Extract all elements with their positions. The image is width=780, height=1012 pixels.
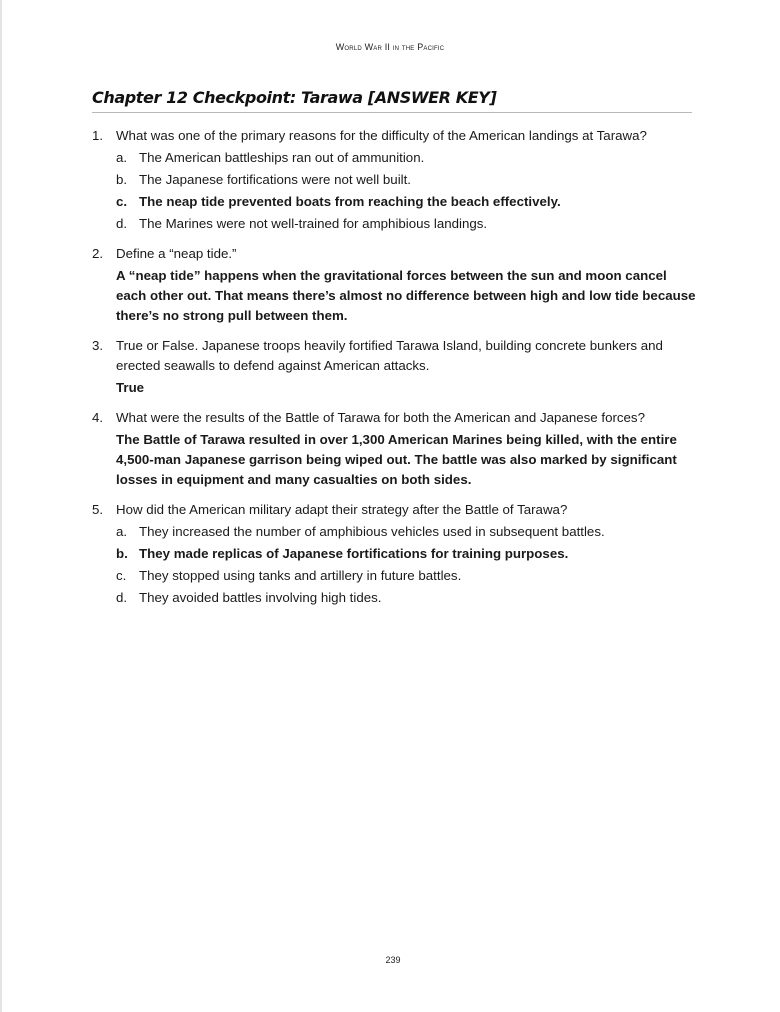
choice-c [116, 566, 696, 586]
question-number: 5. [92, 502, 104, 517]
question-text: What were the results of the Battle of Tarawa for both the American and Japanese forces? [116, 410, 645, 425]
choice-text: They avoided battles involving high tides. [139, 590, 382, 605]
running-header: World War II in the Pacific [335, 42, 445, 52]
question-text: What was one of the primary reasons for the difficulty of the American landings at Tarawa? [116, 128, 647, 143]
choice-text: They stopped using tanks and artillery in future battles. [139, 568, 462, 583]
question-number: 2. [92, 246, 104, 261]
choice-letter: a. [116, 524, 128, 539]
choice-text: They made replicas of Japanese fortifications for training purposes. [139, 546, 569, 561]
choice-c-correct [116, 192, 696, 212]
question-5 [92, 500, 696, 608]
choice-letter: d. [116, 590, 128, 605]
choice-text: They increased the number of amphibious vehicles used in subsequent battles. [139, 524, 605, 539]
choice-letter: b. [116, 546, 128, 561]
choice-list [116, 148, 696, 234]
choice-d [116, 214, 696, 234]
question-text: How did the American military adapt their strategy after the Battle of Tarawa? [116, 502, 568, 517]
choice-a [116, 148, 696, 168]
question-number: 4. [92, 410, 104, 425]
page-title: Chapter 12 Checkpoint: Tarawa [ANSWER KEY] [92, 88, 692, 113]
question-3 [92, 336, 696, 398]
question-2 [92, 244, 696, 326]
choice-letter: d. [116, 216, 128, 231]
question-1 [92, 126, 696, 234]
answer-text: True [116, 380, 145, 395]
question-list [92, 126, 696, 618]
choice-text: The neap tide prevented boats from reaching the beach effectively. [139, 194, 561, 209]
question-number: 1. [92, 128, 104, 143]
choice-letter: c. [116, 568, 127, 583]
question-4 [92, 408, 696, 490]
choice-d [116, 588, 696, 608]
choice-letter: b. [116, 172, 128, 187]
choice-b-correct [116, 544, 696, 564]
choice-text: The Marines were not well-trained for amphibious landings. [139, 216, 488, 231]
choice-letter: c. [116, 194, 128, 209]
page-edge [0, 0, 2, 1012]
choice-text: The American battleships ran out of ammunition. [139, 150, 425, 165]
choice-letter: a. [116, 150, 128, 165]
question-text: Define a “neap tide.” [116, 246, 237, 261]
page-number: 239 [385, 955, 401, 965]
question-text: True or False. Japanese troops heavily fortified Tarawa Island, building concrete bunkers and erected seawalls to defend against American attacks. [116, 338, 663, 373]
question-number: 3. [92, 338, 104, 353]
choice-list [116, 522, 696, 608]
answer-text: The Battle of Tarawa resulted in over 1,300 American Marines being killed, with the entire 4,500-man Japanese garrison being wiped out. The battle was also marked by significant losses in equipment and many casualties on both sides. [116, 432, 677, 487]
choice-b [116, 170, 696, 190]
choice-a [116, 522, 696, 542]
choice-text: The Japanese fortifications were not well built. [139, 172, 411, 187]
answer-text: A “neap tide” happens when the gravitational forces between the sun and moon cancel each other out. That means there’s almost no difference between high and low tide because there’s no strong pull between them. [116, 268, 696, 323]
